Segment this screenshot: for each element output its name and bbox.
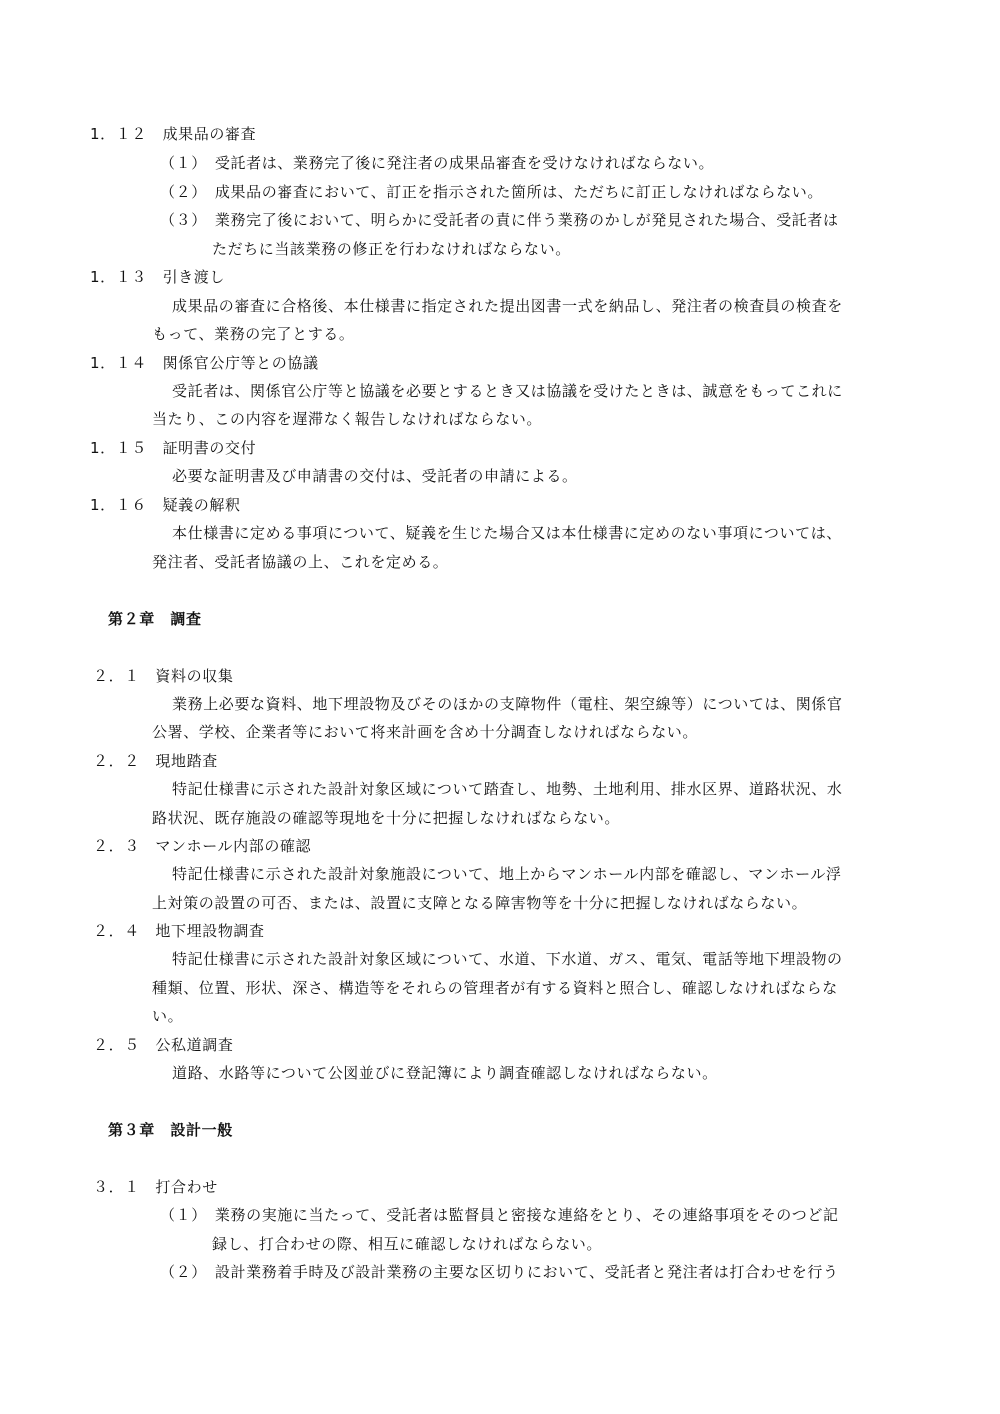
paragraph-line: 特記仕様書に示された設計対象区域について、水道、下水道、ガス、電気、電話等地下埋設物の <box>172 950 843 968</box>
list-item-continuation: ただちに当該業務の修正を行わなければならない。 <box>212 240 571 258</box>
paragraph-line: 公署、学校、企業者等において将来計画を含め十分調査しなければならない。 <box>152 723 699 741</box>
paragraph-line: 上対策の設置の可否、または、設置に支障となる障害物等を十分に把握しなければならない。 <box>152 894 808 912</box>
chapter-label: 第３章 <box>108 1121 155 1139</box>
section-title: 資料の収集 <box>155 667 234 685</box>
section-title: 地下埋設物調査 <box>155 922 265 940</box>
section-heading-2-1 <box>93 666 233 686</box>
section-title: 現地踏査 <box>155 752 218 770</box>
list-item: （２） 成果品の審査において、訂正を指示された箇所は、ただちに訂正しなければならない。 <box>160 183 824 201</box>
list-item: （３） 業務完了後において、明らかに受託者の責に伴う業務のかしが発見された場合、受託者は <box>160 211 839 229</box>
list-item: （２） 設計業務着手時及び設計業務の主要な区切りにおいて、受託者と発注者は打合わせを行う <box>160 1263 839 1281</box>
section-title: マンホール内部の確認 <box>155 837 312 855</box>
section-heading-1-13 <box>90 267 225 287</box>
section-title: 打合わせ <box>155 1178 218 1196</box>
section-number: ２．２ <box>93 752 140 770</box>
section-number: ２．４ <box>93 922 140 940</box>
chapter-heading-2 <box>108 609 202 629</box>
section-number: 1．１２ <box>90 125 147 143</box>
section-heading-1-14 <box>90 353 319 373</box>
section-title: 証明書の交付 <box>162 439 257 457</box>
paragraph-line: 必要な証明書及び申請書の交付は、受託者の申請による。 <box>172 467 578 485</box>
chapter-title: 設計一般 <box>170 1121 233 1139</box>
section-heading-2-5 <box>93 1035 233 1055</box>
paragraph-line: 特記仕様書に示された設計対象施設について、地上からマンホール内部を確認し、マンホール浮 <box>172 865 842 883</box>
paragraph-line: 道路、水路等について公図並びに登記簿により調査確認しなければならない。 <box>172 1064 718 1082</box>
paragraph-line: 成果品の審査に合格後、本仕様書に指定された提出図書一式を納品し、発注者の検査員の検査を <box>172 297 843 315</box>
section-title: 関係官公庁等との協議 <box>162 354 319 372</box>
section-number: 1．１５ <box>90 439 147 457</box>
list-item: （１） 業務の実施に当たって、受託者は監督員と密接な連絡をとり、その連絡事項をそのつど記 <box>160 1206 839 1224</box>
paragraph-line: 業務上必要な資料、地下埋設物及びそのほかの支障物件（電柱、架空線等）については、関係官 <box>172 695 843 713</box>
section-title: 成果品の審査 <box>162 125 257 143</box>
section-heading-2-2 <box>93 751 218 771</box>
paragraph-line: 種類、位置、形状、深さ、構造等をそれらの管理者が有する資料と照合し、確認しなければならな <box>152 979 838 997</box>
section-title: 引き渡し <box>162 268 225 286</box>
section-heading-1-16 <box>90 495 241 515</box>
paragraph-line: 路状況、既存施設の確認等現地を十分に把握しなければならない。 <box>152 809 621 827</box>
paragraph-line: 発注者、受託者協議の上、これを定める。 <box>152 553 449 571</box>
paragraph-line: 受託者は、関係官公庁等と協議を必要とするとき又は協議を受けたときは、誠意をもってこれに <box>172 382 843 400</box>
section-heading-2-3 <box>93 836 311 856</box>
section-number: 1．１６ <box>90 496 147 514</box>
chapter-label: 第２章 <box>108 610 155 628</box>
section-heading-2-4 <box>93 921 265 941</box>
list-item: （１） 受託者は、業務完了後に発注者の成果品審査を受けなければならない。 <box>160 154 715 172</box>
section-number: ２．５ <box>93 1036 140 1054</box>
section-number: ２．１ <box>93 667 140 685</box>
chapter-title: 調査 <box>170 610 202 628</box>
paragraph-line: い。 <box>152 1007 184 1025</box>
paragraph-line: 特記仕様書に示された設計対象区域について踏査し、地勢、土地利用、排水区界、道路状況、水 <box>172 780 843 798</box>
paragraph-line: 本仕様書に定める事項について、疑義を生じた場合又は本仕様書に定めのない事項については、 <box>172 524 842 542</box>
section-title: 公私道調査 <box>155 1036 234 1054</box>
section-number: 1．１３ <box>90 268 147 286</box>
section-title: 疑義の解釈 <box>162 496 241 514</box>
section-number: ３．１ <box>93 1178 140 1196</box>
chapter-heading-3 <box>108 1120 233 1140</box>
section-heading-1-15 <box>90 438 256 458</box>
section-heading-1-12 <box>90 124 256 144</box>
section-number: ２．３ <box>93 837 140 855</box>
section-heading-3-1 <box>93 1177 218 1197</box>
paragraph-line: 当たり、この内容を遅滞なく報告しなければならない。 <box>152 410 543 428</box>
list-item-continuation: 録し、打合わせの際、相互に確認しなければならない。 <box>212 1235 603 1253</box>
paragraph-line: もって、業務の完了とする。 <box>152 325 355 343</box>
section-number: 1．１４ <box>90 354 147 372</box>
